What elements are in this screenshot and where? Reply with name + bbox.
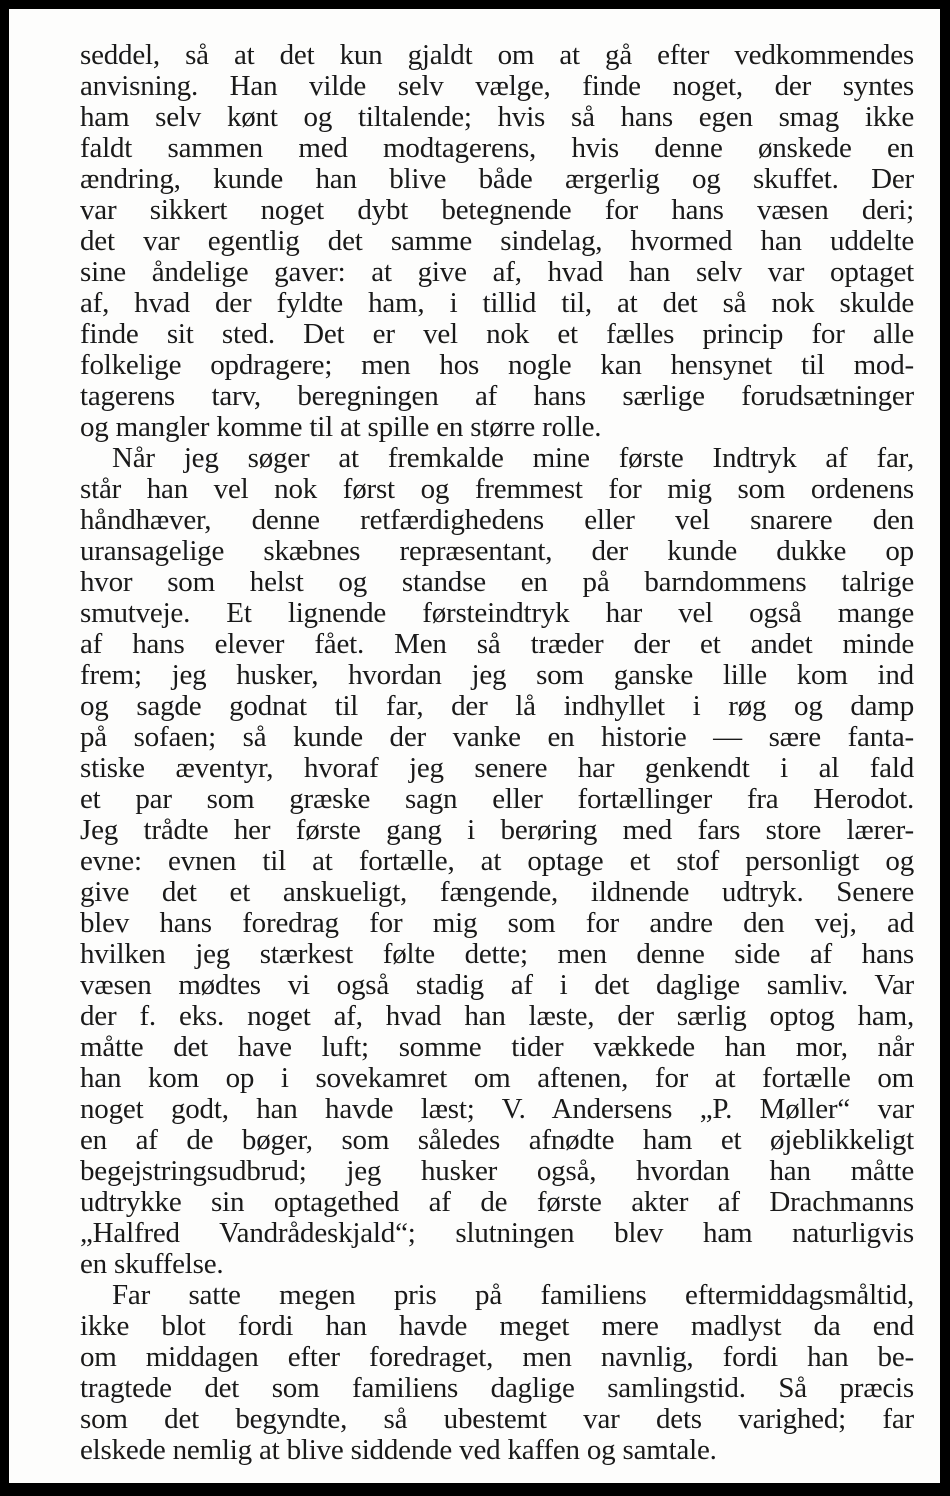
- text-line: på sofaen; så kunde der vanke en historie — sære fanta-: [80, 721, 914, 753]
- text-line: han kom op i sovekamret om aftenen, for at fortælle om: [80, 1062, 914, 1094]
- text-line: seddel, så at det kun gjaldt om at gå efter vedkommendes: [80, 39, 914, 71]
- text-line: Jeg trådte her første gang i berøring med fars store lærer-: [80, 814, 914, 846]
- text-line: en af de bøger, som således afnødte ham et øjeblikkeligt: [80, 1124, 914, 1156]
- text-line: uransagelige skæbnes repræsentant, der kunde dukke op: [80, 535, 914, 567]
- text-line: af hans elever fået. Men så træder der et andet minde: [80, 628, 914, 660]
- text-line: faldt sammen med modtagerens, hvis denne ønskede en: [80, 132, 914, 164]
- text-line: Far satte megen pris på familiens eftermiddagsmåltid,: [112, 1279, 914, 1311]
- text-line: udtrykke sin optagethed af de første akter af Drachmanns: [80, 1186, 914, 1218]
- text-line: ikke blot fordi han havde meget mere madlyst da end: [80, 1310, 914, 1342]
- body-text: [80, 40, 914, 1466]
- text-line: det var egentlig det samme sindelag, hvormed han uddelte: [80, 225, 914, 257]
- text-line: tragtede det som familiens daglige samlingstid. Så præcis: [80, 1372, 914, 1404]
- text-line: blev hans foredrag for mig som for andre den vej, ad: [80, 907, 914, 939]
- text-line: og mangler komme til at spille en større rolle.: [80, 411, 602, 443]
- text-line: der f. eks. noget af, hvad han læste, der særlig optog ham,: [80, 1000, 914, 1032]
- text-line: folkelige opdragere; men hos nogle kan hensynet til mod-: [80, 349, 914, 381]
- text-line: måtte det have luft; somme tider vækkede han mor, når: [80, 1031, 914, 1063]
- paragraph: [80, 40, 914, 443]
- text-line: noget godt, han havde læst; V. Andersens „P. Møller“ var: [80, 1093, 914, 1125]
- text-line: tagerens tarv, beregningen af hans særlige forudsætninger: [80, 380, 914, 412]
- text-line: smutveje. Et lignende førsteindtryk har vel også mange: [80, 597, 914, 629]
- text-line: af, hvad der fyldte ham, i tillid til, at det så nok skulde: [80, 287, 914, 319]
- text-line: hvilken jeg stærkest følte dette; men denne side af hans: [80, 938, 914, 970]
- text-line: om middagen efter foredraget, men navnlig, fordi han be-: [80, 1341, 914, 1373]
- paragraph: [80, 443, 914, 1280]
- text-line: ham selv kønt og tiltalende; hvis så hans egen smag ikke: [80, 101, 914, 133]
- text-line: et par som græske sagn eller fortællinger fra Herodot.: [80, 783, 914, 815]
- text-line: ændring, kunde han blive både ærgerlig og skuffet. Der: [80, 163, 914, 195]
- text-line: begejstringsudbrud; jeg husker også, hvordan han måtte: [80, 1155, 914, 1187]
- paragraph: [80, 1280, 914, 1466]
- text-line: elskede nemlig at blive siddende ved kaffen og samtale.: [80, 1434, 717, 1466]
- text-line: en skuffelse.: [80, 1248, 224, 1280]
- text-line: sine åndelige gaver: at give af, hvad han selv var optaget: [80, 256, 914, 288]
- text-line: evne: evnen til at fortælle, at optage et stof personligt og: [80, 845, 914, 877]
- text-line: væsen mødtes vi også stadig af i det daglige samliv. Var: [80, 969, 914, 1001]
- text-line: „Halfred Vandrådeskjald“; slutningen blev ham naturligvis: [80, 1217, 914, 1249]
- text-line: hvor som helst og standse en på barndommens talrige: [80, 566, 914, 598]
- text-line: Når jeg søger at fremkalde mine første Indtryk af far,: [112, 442, 914, 474]
- text-line: anvisning. Han vilde selv vælge, finde noget, der syntes: [80, 70, 914, 102]
- text-line: finde sit sted. Det er vel nok et fælles princip for alle: [80, 318, 914, 350]
- text-line: og sagde godnat til far, der lå indhyllet i røg og damp: [80, 690, 914, 722]
- text-line: var sikkert noget dybt betegnende for hans væsen deri;: [80, 194, 914, 226]
- text-line: frem; jeg husker, hvordan jeg som ganske lille kom ind: [80, 659, 914, 691]
- text-line: stiske æventyr, hvoraf jeg senere har genkendt i al fald: [80, 752, 914, 784]
- text-line: står han vel nok først og fremmest for mig som ordenens: [80, 473, 914, 505]
- text-line: give det et anskueligt, fængende, ildnende udtryk. Senere: [80, 876, 914, 908]
- text-line: håndhæver, denne retfærdighedens eller vel snarere den: [80, 504, 914, 536]
- scanned-page: [9, 9, 940, 1483]
- text-line: som det begyndte, så ubestemt var dets varighed; far: [80, 1403, 914, 1435]
